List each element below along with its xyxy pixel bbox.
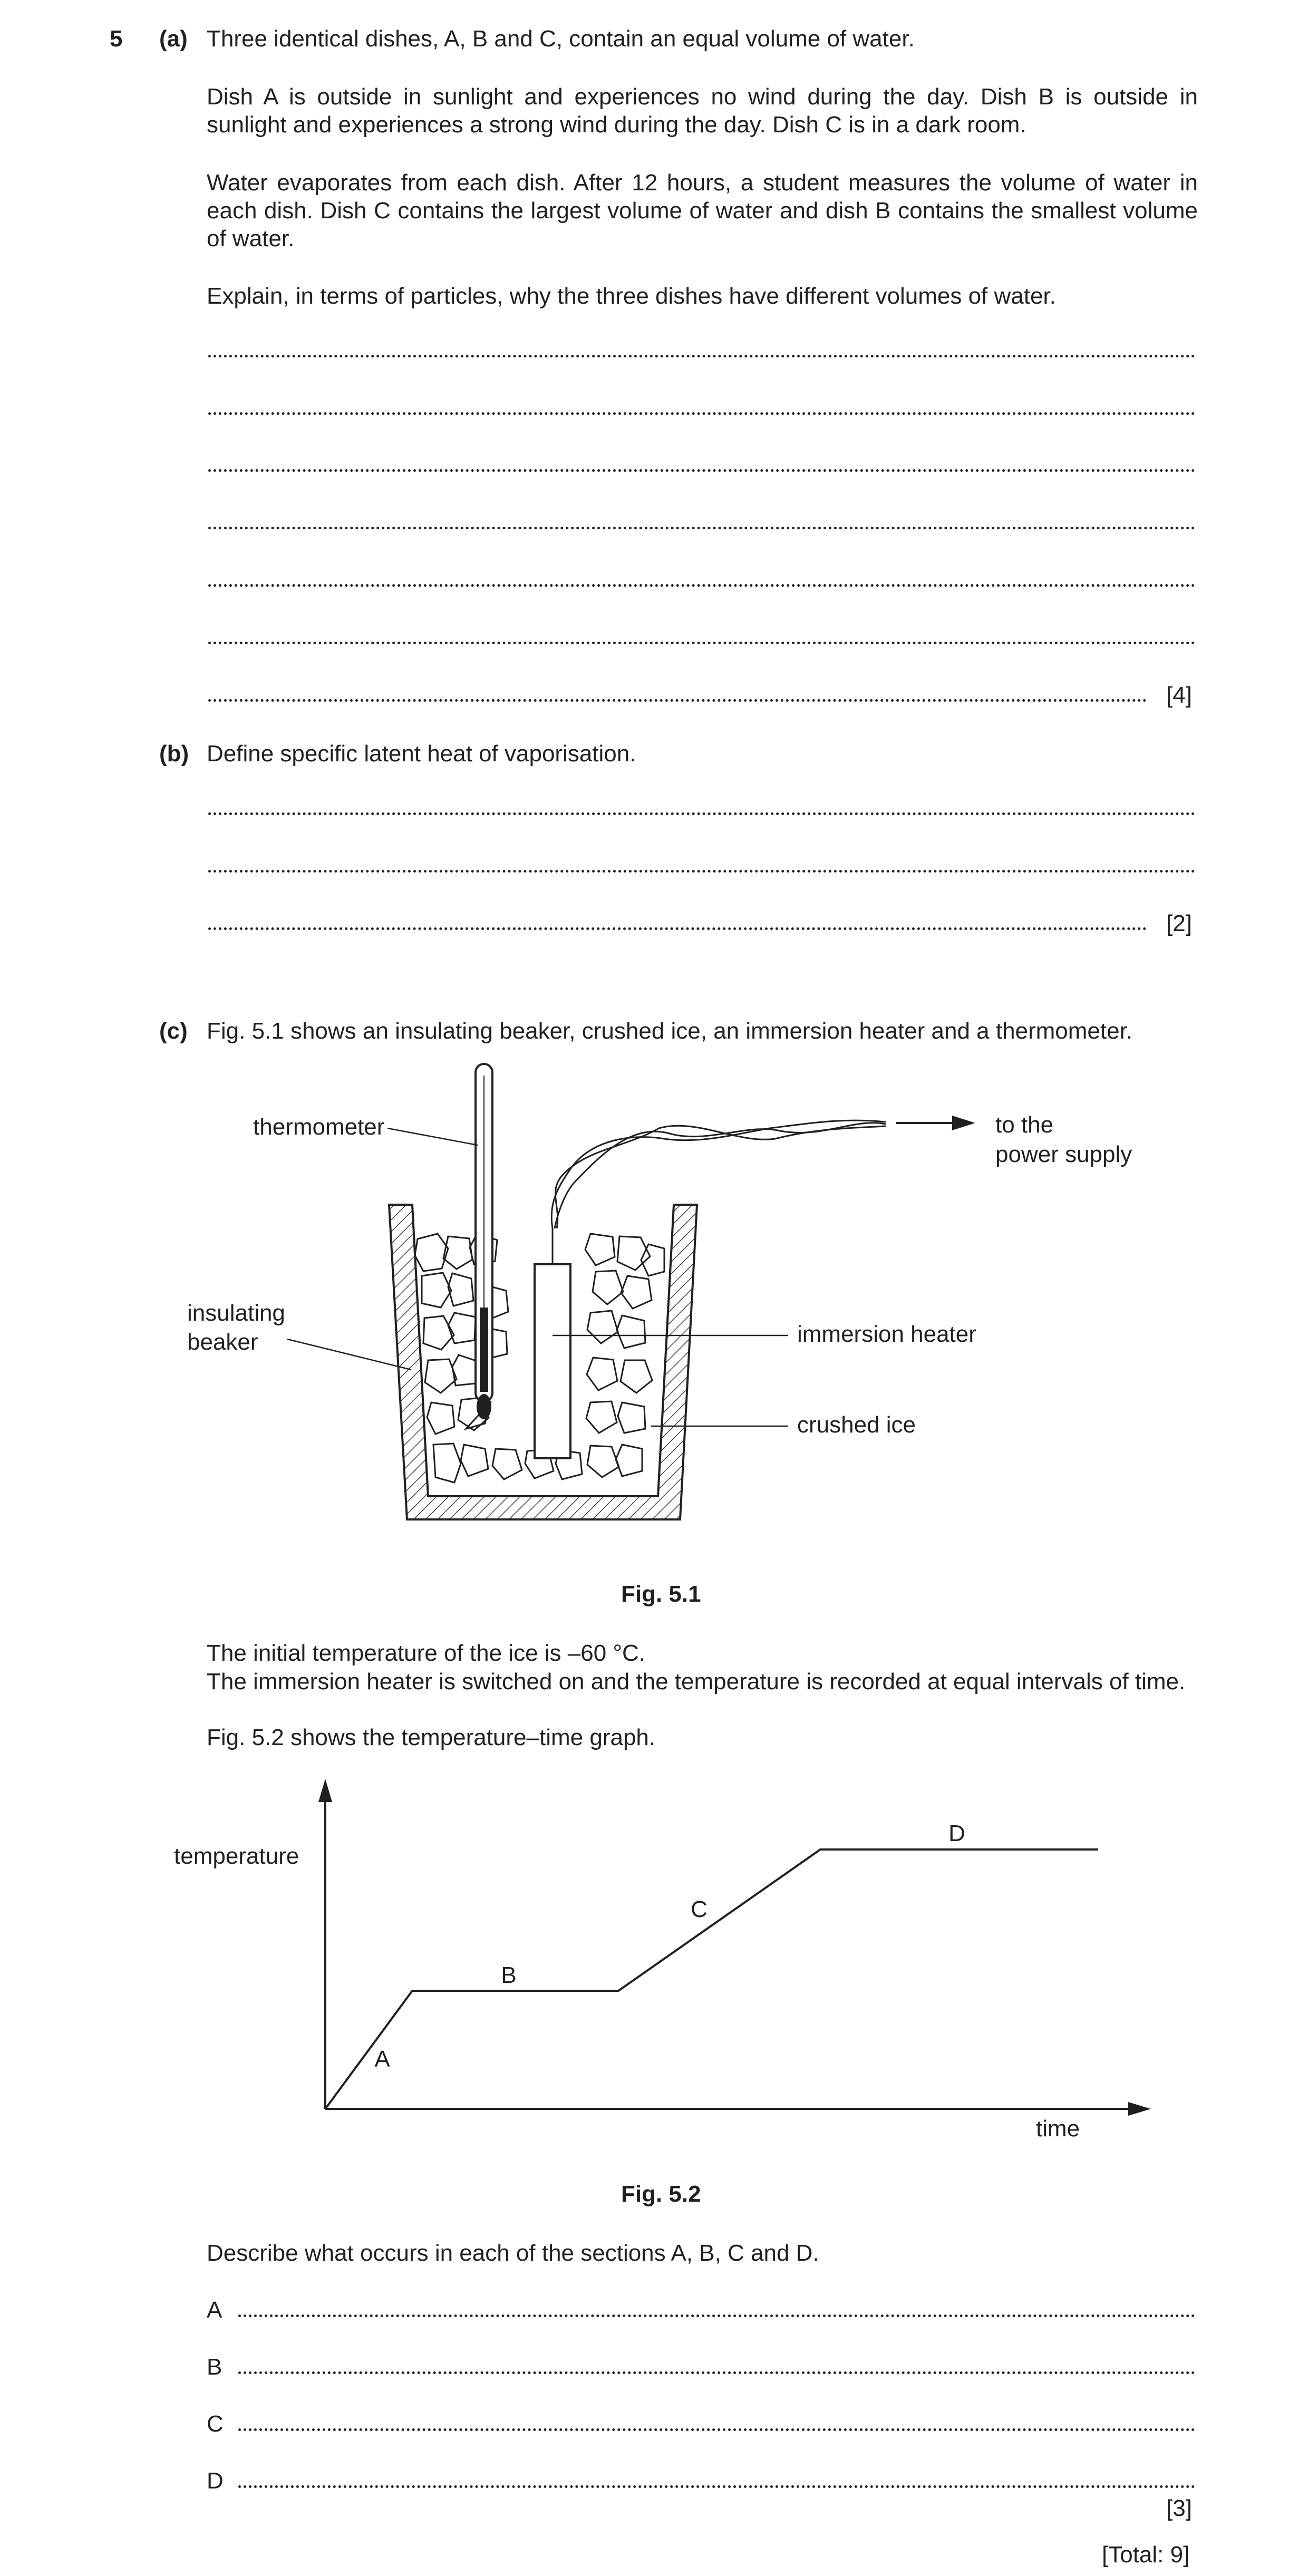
section-label-a: A bbox=[374, 2046, 390, 2072]
part-c-label: (c) bbox=[159, 1018, 188, 1044]
part-a-line-4: Explain, in terms of particles, why the three dishes have different volumes of water. bbox=[207, 283, 1056, 309]
part-c-intro: Fig. 5.1 shows an insulating beaker, crushed ice, an immersion heater and a thermometer. bbox=[207, 1018, 1133, 1044]
answer-line-d[interactable] bbox=[238, 2485, 1195, 2488]
fig-5-2-caption: Fig. 5.2 bbox=[621, 2181, 701, 2207]
y-axis bbox=[318, 1779, 332, 2109]
answer-line-b[interactable] bbox=[238, 2371, 1195, 2374]
section-label-b: B bbox=[501, 1962, 517, 1988]
part-c-describe: Describe what occurs in each of the sections A, B, C and D. bbox=[207, 2240, 819, 2266]
part-a-line-1: Three identical dishes, A, B and C, contain an equal volume of water. bbox=[207, 26, 915, 52]
part-a-line-3: Water evaporates from each dish. After 12 hours, a student measures the volume of water in each dish. Dish C contains the largest volume of water and dish B contains the smallest volume of water. bbox=[207, 170, 1198, 251]
part-b-text: Define specific latent heat of vaporisation. bbox=[207, 741, 636, 767]
label-power-1: to the bbox=[995, 1112, 1054, 1138]
answer-label-a: A bbox=[207, 2297, 222, 2323]
thermometer bbox=[476, 1064, 492, 1419]
answer-label-c: C bbox=[207, 2411, 224, 2437]
answer-label-b: B bbox=[207, 2354, 222, 2380]
section-label-d: D bbox=[948, 1820, 965, 1846]
part-a-label: (a) bbox=[159, 26, 188, 52]
label-ice: crushed ice bbox=[797, 1412, 916, 1438]
fig-5-2-graph bbox=[0, 1771, 1308, 2151]
part-b-marks: [2] bbox=[1166, 911, 1192, 936]
power-arrow bbox=[896, 1116, 975, 1130]
answer-line-a[interactable] bbox=[238, 2314, 1195, 2317]
label-beaker-2: beaker bbox=[187, 1329, 258, 1355]
part-c-text-2: The immersion heater is switched on and the temperature is recorded at equal intervals of time. bbox=[207, 1669, 1186, 1694]
total-marks: [Total: 9] bbox=[1102, 2542, 1190, 2568]
label-heater: immersion heater bbox=[797, 1321, 976, 1347]
part-c-text-3: Fig. 5.2 shows the temperature–time graph. bbox=[207, 1725, 656, 1750]
fig-5-1-caption: Fig. 5.1 bbox=[621, 1581, 701, 1607]
section-label-c: C bbox=[691, 1896, 708, 1922]
label-thermometer: thermometer bbox=[253, 1114, 385, 1140]
label-beaker-1: insulating bbox=[187, 1300, 285, 1326]
part-a-line-2: Dish A is outside in sunlight and experiences no wind during the day. Dish B is outside in sunlight and experiences a strong wind during the day. Dish C is in a dark room. bbox=[207, 84, 1198, 138]
question-number: 5 bbox=[110, 26, 123, 52]
answer-line-c[interactable] bbox=[238, 2428, 1195, 2431]
part-c-marks: [3] bbox=[1166, 2495, 1192, 2521]
temperature-curve bbox=[325, 1849, 1098, 2109]
part-c-text-1: The initial temperature of the ice is –60 °C. bbox=[207, 1640, 646, 1666]
x-axis bbox=[325, 2102, 1151, 2116]
part-a-marks: [4] bbox=[1166, 682, 1192, 708]
part-b-label: (b) bbox=[159, 741, 189, 767]
answer-label-d: D bbox=[207, 2468, 224, 2494]
x-axis-label: time bbox=[1036, 2116, 1080, 2142]
y-axis-label: temperature bbox=[174, 1843, 299, 1869]
label-power-2: power supply bbox=[995, 1141, 1132, 1167]
